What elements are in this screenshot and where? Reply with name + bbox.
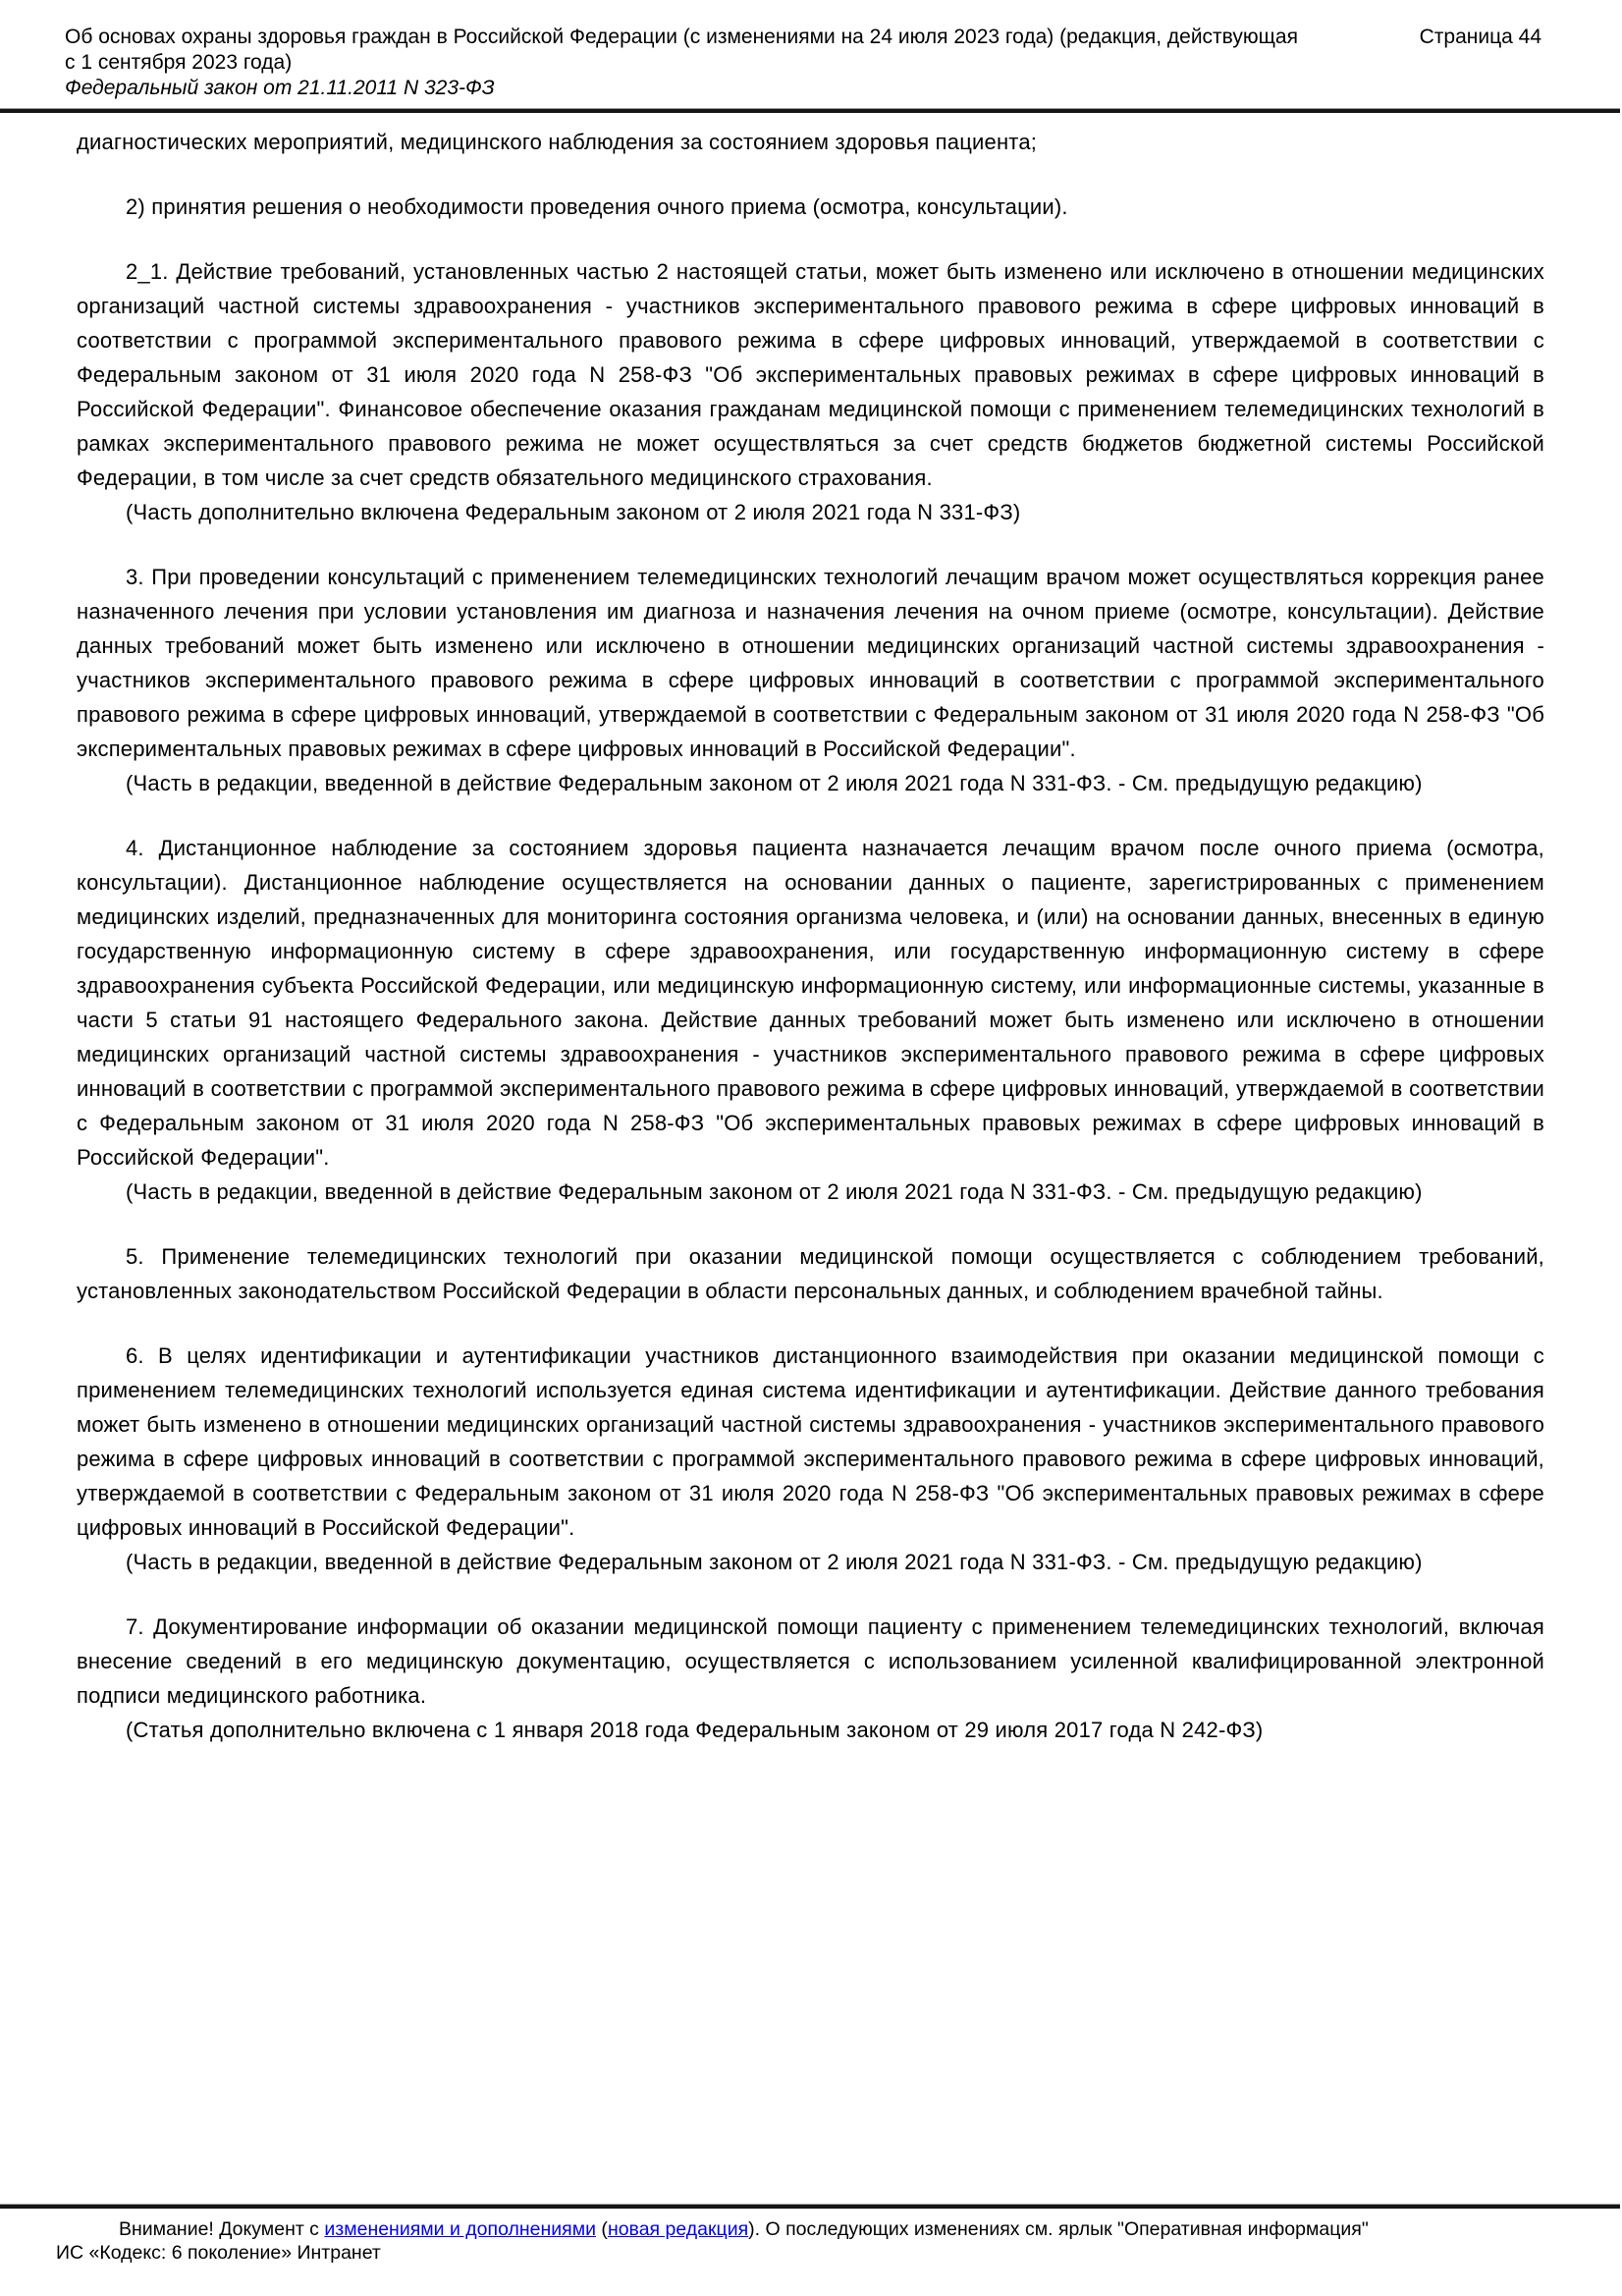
paragraph: 5. Применение телемедицинских технологий при оказании медицинской помощи осуществляется с соблюдением требований, установленных законодательством Российской Федерации в области персональных данных, и соблюдением врачебной тайны. (77, 1244, 1544, 1303)
footer-notice-text: Внимание! Документ с (119, 2218, 325, 2240)
document-title-block (65, 25, 1371, 101)
paragraph: 2_1. Действие требований, установленных частью 2 настоящей статьи, может быть изменено или исключено в отношении медицинских организаций частной системы здравоохранения - участников экспериментального правового режима в сфере цифровых инноваций в соответствии с программой экспериментального правового режима в сфере цифровых инноваций, утверждаемой в соответствии с Федеральным законом от 31 июля 2020 года N 258-ФЗ "Об экспериментальных правовых режимах в сфере цифровых инноваций в Российской Федерации". Финансовое обеспечение оказания гражданам медицинской помощи с применением телемедицинских технологий в рамках экспериментального правового режима не может осуществляться за счет средств бюджетов бюджетной системы Российской Федерации, в том числе за счет средств обязательного медицинского страхования. (77, 259, 1544, 490)
paragraph: диагностических мероприятий, медицинского наблюдения за состоянием здоровья пациента; (77, 130, 1038, 154)
document-title-line1: Об основах охраны здоровья граждан в Российской Федерации (с изменениями на 24 июля 2023 года) (редакция, действующая (65, 26, 1298, 48)
header-divider (0, 108, 1620, 113)
document-body (77, 125, 1544, 1747)
footer-divider (0, 2204, 1620, 2209)
document-title-line2: с 1 сентября 2023 года) (65, 51, 293, 74)
page-number: Страница 44 (1419, 26, 1541, 48)
amendment-note: (Часть в редакции, введенной в действие Федеральным законом от 2 июля 2021 года N 331-ФЗ. - См. предыдущую редакцию) (126, 1550, 1423, 1574)
footer-notice (56, 2217, 1553, 2241)
paragraph: 4. Дистанционное наблюдение за состоянием здоровья пациента назначается лечащим врачом после очного приема (осмотра, консультации). Дистанционное наблюдение осуществляется на основании данных о пациенте, зарегистрированных с применением медицинских изделий, предназначенных для мониторинга состояния организма человека, и (или) на основании данных, внесенных в единую государственную информационную систему в сфере здравоохранения, или государственную информационную систему в сфере здравоохранения субъекта Российской Федерации, или медицинскую информационную систему, или информационные системы, указанные в части 5 статьи 91 настоящего Федерального закона. Действие данных требований может быть изменено или исключено в отношении медицинских организаций частной системы здравоохранения - участников экспериментального правового режима в сфере цифровых инноваций в соответствии с программой экспериментального правового режима в сфере цифровых инноваций, утверждаемой в соответствии с Федеральным законом от 31 июля 2020 года N 258-ФЗ "Об экспериментальных правовых режимах в сфере цифровых инноваций в Российской Федерации". (77, 836, 1544, 1170)
changes-and-additions-link[interactable]: изменениями и дополнениями (324, 2218, 597, 2240)
document-subtitle: Федеральный закон от 21.11.2011 N 323-ФЗ (65, 77, 495, 99)
document-header (0, 0, 1622, 101)
amendment-note: (Часть дополнительно включена Федеральным законом от 2 июля 2021 года N 331-ФЗ) (126, 500, 1021, 524)
amendment-note: (Часть в редакции, введенной в действие Федеральным законом от 2 июля 2021 года N 331-ФЗ. - См. предыдущую редакцию) (126, 771, 1423, 795)
amendment-note: (Часть в редакции, введенной в действие Федеральным законом от 2 июля 2021 года N 331-ФЗ. - См. предыдущую редакцию) (126, 1179, 1423, 1204)
footer-notice-text: ( (596, 2218, 608, 2240)
document-footer (56, 2217, 1553, 2265)
paragraph: 6. В целях идентификации и аутентификации участников дистанционного взаимодействия при оказании медицинской помощи с применением телемедицинских технологий используется единая система идентификации и аутентификации. Действие данного требования может быть изменено в отношении медицинских организаций частной системы здравоохранения - участников экспериментального правового режима в сфере цифровых инноваций в соответствии с программой экспериментального правового режима в сфере цифровых инноваций, утверждаемой в соответствии с Федеральным законом от 31 июля 2020 года N 258-ФЗ "Об экспериментальных правовых режимах в сфере цифровых инноваций в Российской Федерации". (77, 1343, 1544, 1540)
footer-notice-text: ). О последующих изменениях см. ярлык "Оперативная информация" (748, 2218, 1369, 2240)
system-name: ИС «Кодекс: 6 поколение» Интранет (56, 2242, 381, 2264)
amendment-note: (Статья дополнительно включена с 1 января 2018 года Федеральным законом от 29 июля 2017 года N 242-ФЗ) (126, 1718, 1264, 1742)
new-edition-link[interactable]: новая редакция (607, 2218, 749, 2240)
paragraph: 7. Документирование информации об оказании медицинской помощи пациенту с применением телемедицинских технологий, включая внесение сведений в его медицинскую документацию, осуществляется с использованием усиленной квалифицированной электронной подписи медицинского работника. (77, 1614, 1544, 1708)
paragraph: 2) принятия решения о необходимости проведения очного приема (осмотра, консультации). (126, 194, 1068, 219)
paragraph: 3. При проведении консультаций с применением телемедицинских технологий лечащим врачом может осуществляться коррекция ранее назначенного лечения при условии установления им диагноза и назначения лечения на очном приеме (осмотре, консультации). Действие данных требований может быть изменено или исключено в отношении медицинских организаций частной системы здравоохранения - участников экспериментального правового режима в сфере цифровых инноваций в соответствии с программой экспериментального правового режима в сфере цифровых инноваций, утверждаемой в соответствии с Федеральным законом от 31 июля 2020 года N 258-ФЗ "Об экспериментальных правовых режимах в сфере цифровых инноваций в Российской Федерации". (77, 565, 1544, 761)
